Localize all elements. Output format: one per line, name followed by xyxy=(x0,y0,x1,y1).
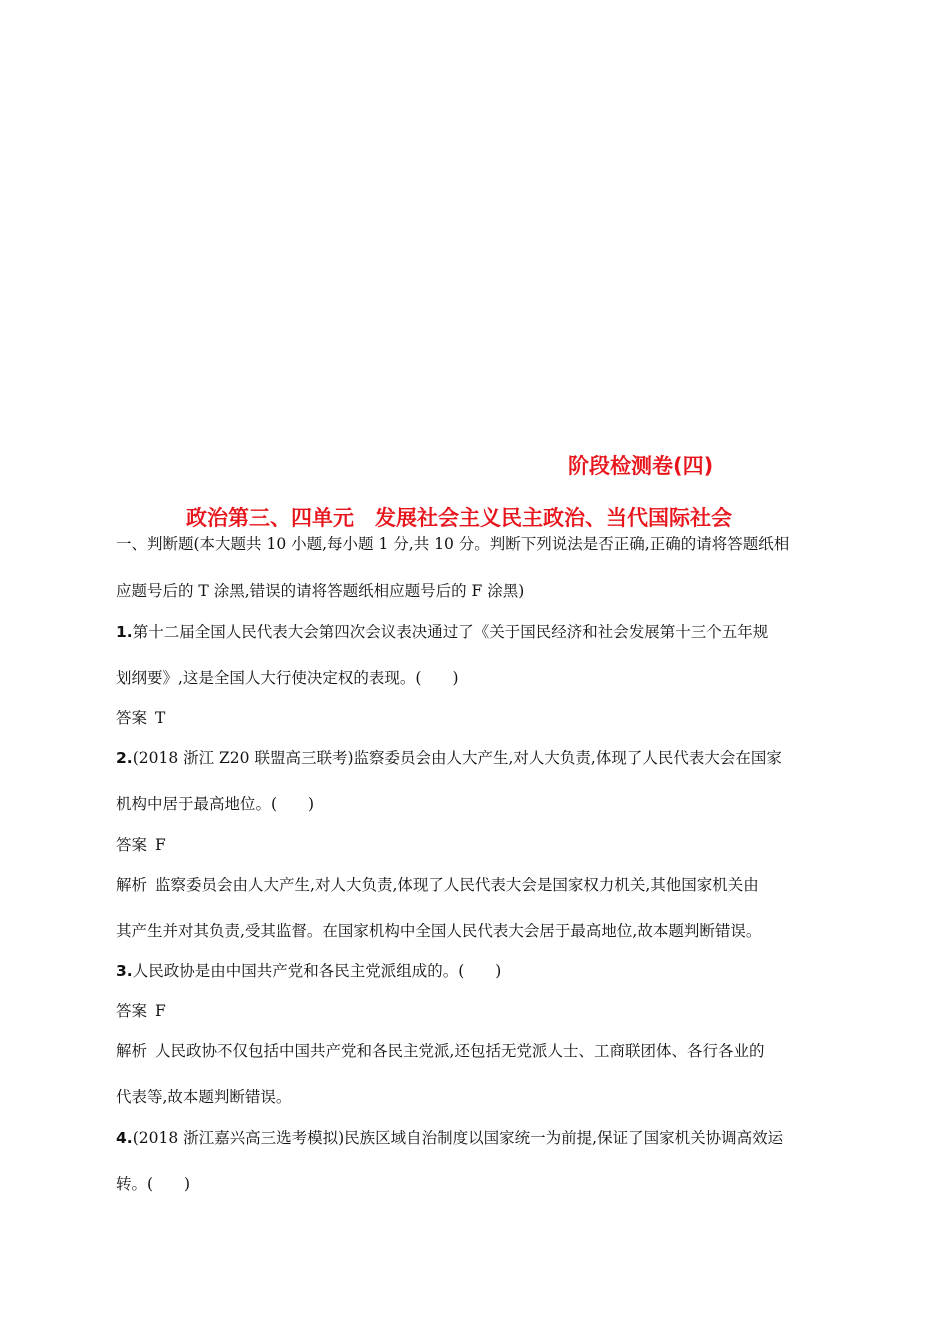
answer-value: T xyxy=(155,709,166,727)
section-instructions-line-2: 应题号后的 T 涂黑,错误的请将答题纸相应题号后的 F 涂黑) xyxy=(116,582,525,600)
question-text: (2018 浙江嘉兴高三选考模拟)民族区域自治制度以国家统一为前提,保证了国家机关协调高效运 xyxy=(132,1129,784,1147)
question-1-line-2: 划纲要》,这是全国人大行使决定权的表现。( ) xyxy=(116,669,459,687)
question-text: (2018 浙江 Z20 联盟高三联考)监察委员会由人大产生,对人大负责,体现了人民代表大会在国家 xyxy=(132,749,782,767)
answer-label: 答案 xyxy=(116,1002,148,1020)
question-2-line-2: 机构中居于最高地位。( ) xyxy=(116,795,315,813)
exam-title: 阶段检测卷(四) xyxy=(568,454,714,478)
analysis-text: 监察委员会由人大产生,对人大负责,体现了人民代表大会是国家权力机关,其他国家机关由 xyxy=(155,876,759,894)
question-number: 1. xyxy=(116,623,133,641)
analysis-text: 人民政协不仅包括中国共产党和各民主党派,还包括无党派人士、工商联团体、各行各业的 xyxy=(155,1042,765,1060)
question-3-answer xyxy=(116,1001,166,1021)
question-text: 人民政协是由中国共产党和各民主党派组成的。( ) xyxy=(132,962,502,980)
question-4-line-1 xyxy=(116,1128,783,1148)
question-3-analysis-line-2: 代表等,故本题判断错误。 xyxy=(116,1088,292,1106)
question-2-answer xyxy=(116,835,166,855)
question-3-analysis-line-1 xyxy=(116,1041,764,1061)
answer-label: 答案 xyxy=(116,709,148,727)
question-number: 2. xyxy=(116,749,133,767)
section-instructions-line-1: 一、判断题(本大题共 10 小题,每小题 1 分,共 10 分。判断下列说法是否正确,正确的请将答题纸相 xyxy=(116,535,790,553)
answer-value: F xyxy=(155,1002,166,1020)
question-2-analysis-line-1 xyxy=(116,875,759,895)
question-number: 4. xyxy=(116,1129,133,1147)
question-2-analysis-line-2: 其产生并对其负责,受其监督。在国家机构中全国人民代表大会居于最高地位,故本题判断错误。 xyxy=(116,922,762,940)
question-2-line-1 xyxy=(116,748,782,768)
answer-label: 答案 xyxy=(116,836,148,854)
analysis-label: 解析 xyxy=(116,1042,148,1060)
analysis-label: 解析 xyxy=(116,876,148,894)
question-text: 第十二届全国人民代表大会第四次会议表决通过了《关于国民经济和社会发展第十三个五年规 xyxy=(132,623,769,641)
answer-value: F xyxy=(155,836,166,854)
question-1-line-1 xyxy=(116,622,768,642)
exam-subtitle: 政治第三、四单元 发展社会主义民主政治、当代国际社会 xyxy=(186,506,732,530)
question-3-line-1 xyxy=(116,961,501,981)
question-1-answer xyxy=(116,708,165,728)
question-number: 3. xyxy=(116,962,133,980)
question-4-line-2: 转。( ) xyxy=(116,1175,191,1193)
